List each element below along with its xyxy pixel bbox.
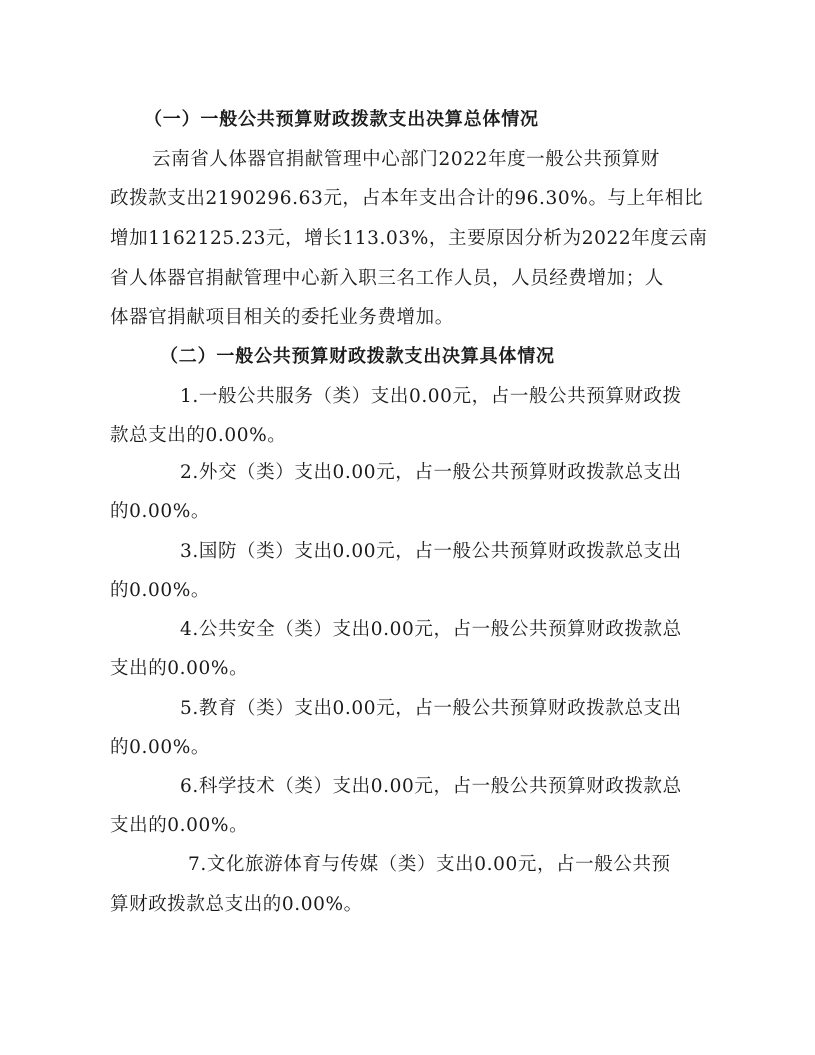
item-6-line-1: 6.科学技术（类）支出0.00元，占一般公共预算财政拨款总 bbox=[180, 776, 682, 797]
item-4-line-1: 4.公共安全（类）支出0.00元，占一般公共预算财政拨款总 bbox=[180, 619, 682, 640]
item-1-line-2: 款总支出的0.00%。 bbox=[110, 425, 287, 446]
section-1-paragraph-line: 政拨款支出2190296.63元，占本年支出合计的96.30%。与上年相比 bbox=[110, 188, 704, 209]
item-3-line-2: 的0.00%。 bbox=[110, 580, 210, 601]
item-7-line-2: 算财政拨款总支出的0.00%。 bbox=[110, 894, 363, 915]
item-4-line-2: 支出的0.00%。 bbox=[110, 658, 249, 679]
item-5-line-2: 的0.00%。 bbox=[110, 737, 210, 758]
item-7-line-1: 7.文化旅游体育与传媒（类）支出0.00元，占一般公共预 bbox=[188, 854, 671, 875]
section-1-paragraph-line: 增加1162125.23元，增长113.03%，主要原因分析为2022年度云南 bbox=[110, 228, 708, 249]
section-1-paragraph-line: 云南省人体器官捐献管理中心部门2022年度一般公共预算财 bbox=[152, 149, 660, 170]
item-3-line-1: 3.国防（类）支出0.00元，占一般公共预算财政拨款总支出 bbox=[180, 541, 682, 562]
section-1-paragraph-line: 体器官捐献项目相关的委托业务费增加。 bbox=[110, 307, 454, 328]
item-6-line-2: 支出的0.00%。 bbox=[110, 815, 249, 836]
item-5-line-1: 5.教育（类）支出0.00元，占一般公共预算财政拨款总支出 bbox=[180, 698, 682, 719]
item-2-line-2: 的0.00%。 bbox=[110, 501, 210, 522]
section-1-paragraph-line: 省人体器官捐献管理中心新入职三名工作人员，人员经费增加；人 bbox=[110, 268, 664, 289]
item-1-line-1: 1.一般公共服务（类）支出0.00元，占一般公共预算财政拨 bbox=[180, 386, 682, 407]
section-2-heading: （二）一般公共预算财政拨款支出决算具体情况 bbox=[160, 346, 555, 367]
section-1-heading: （一）一般公共预算财政拨款支出决算总体情况 bbox=[144, 109, 539, 130]
item-2-line-1: 2.外交（类）支出0.00元，占一般公共预算财政拨款总支出 bbox=[180, 462, 682, 483]
